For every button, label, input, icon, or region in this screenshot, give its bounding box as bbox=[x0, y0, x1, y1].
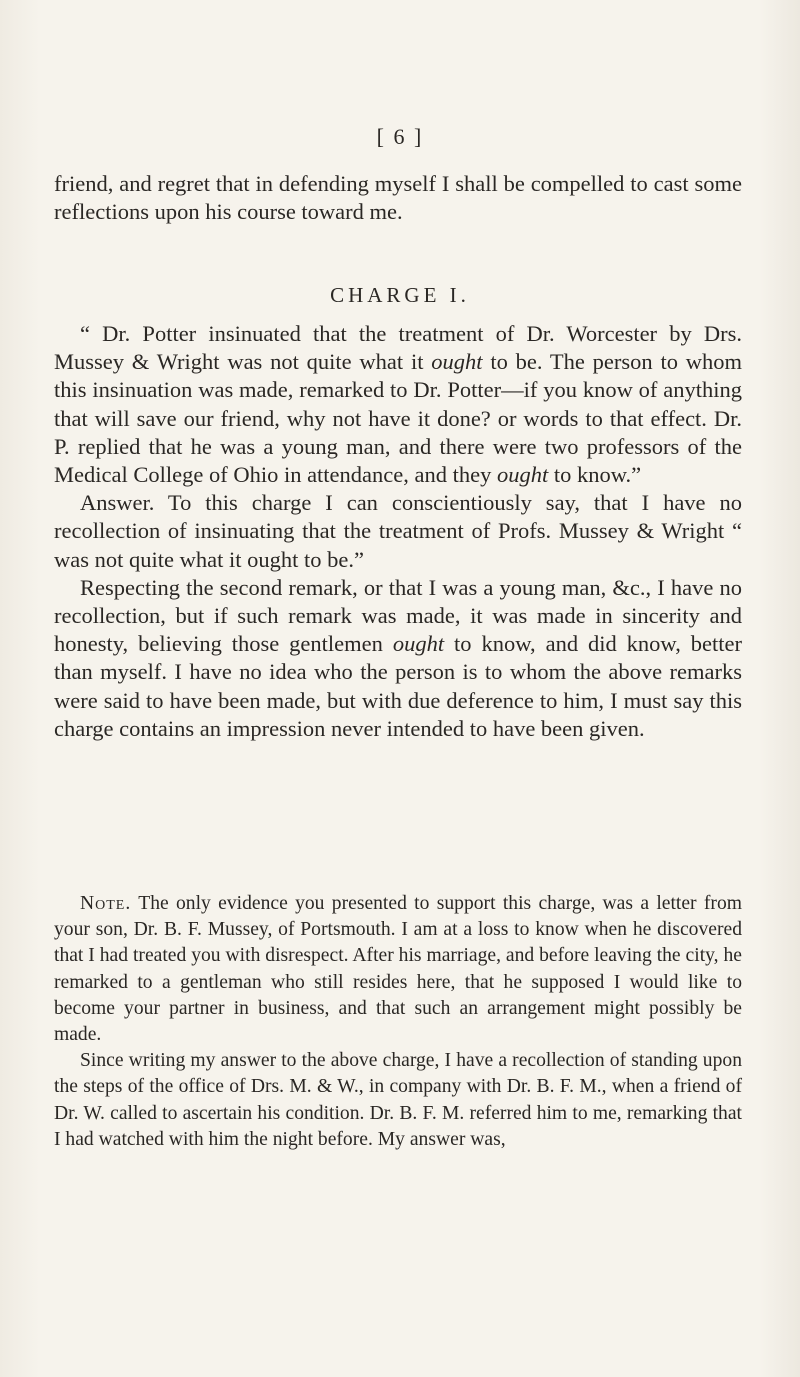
intro-paragraph bbox=[54, 170, 742, 226]
note-text-1: The only evidence you presented to support this charge, was a letter from your son, Dr. B. F. Mussey, of Portsmouth. I am at a loss to know when he discovered that I had treated you with disrespect. After his marriage, and before leaving the city, he remarked to a gentleman who still resides here, that he supposed I would like to become your partner in business, and that such an arrangement might possibly be made. bbox=[54, 893, 742, 1046]
charge-quote-paragraph bbox=[54, 320, 742, 489]
answer-2-part-1: Respecting the second remark, or that I was a young man, &c., I have no recollection, but if such remark was made, it was made in sincerity and honesty, believing those gentlemen bbox=[54, 574, 742, 657]
page-number: [ 6 ] bbox=[376, 124, 424, 149]
note-paragraph-1 bbox=[54, 891, 742, 1048]
charge-heading: CHARGE I. bbox=[330, 283, 470, 307]
intro-text: friend, and regret that in defending myself I shall be compelled to cast some reflections upon his course toward me. bbox=[54, 171, 742, 225]
note-section bbox=[54, 891, 742, 1153]
note-paragraph-2: Since writing my answer to the above charge, I have a recollection of standing upon the steps of the office of Drs. M. & W., in company with Dr. B. F. M., when a friend of Dr. W. called to ascertain his condition. Dr. B. F. M. referred him to me, remarking that I had watched with him the night before. My answer was, bbox=[54, 1050, 742, 1150]
charge-quote-emphasis-2: ought bbox=[496, 462, 549, 488]
answer-2-emphasis: ought bbox=[392, 631, 445, 657]
charge-body bbox=[54, 320, 742, 743]
answer-paragraph-2 bbox=[54, 574, 742, 743]
charge-quote-part-2: to be. The person to whom this insinuation was made, remarked to Dr. Potter—if you know of anything that will save our friend, why not have it done? or words to that effect. Dr. P. replied that he was a young man, and there were two professors of the Medical College of Ohio in attendance, and they bbox=[54, 349, 742, 488]
answer-2-part-2: to know, and did know, better than myself. I have no idea who the person is to whom the above remarks were said to have been made, but with due deference to him, I must say this charge contains an impression never intended to have been given. bbox=[54, 631, 742, 741]
charge-quote-part-1: “ Dr. Potter insinuated that the treatment of Dr. Worcester by Drs. Mussey & Wright was not quite what it bbox=[54, 321, 742, 375]
charge-quote-emphasis-1: ought bbox=[431, 349, 483, 375]
note-label: Note. bbox=[80, 893, 132, 914]
answer-paragraph-1: Answer. To this charge I can conscientiously say, that I have no recollection of insinuating that the treatment of Profs. Mussey & Wright “ was not quite what it ought to be.” bbox=[54, 490, 742, 572]
charge-quote-part-3: to know.” bbox=[548, 462, 642, 488]
